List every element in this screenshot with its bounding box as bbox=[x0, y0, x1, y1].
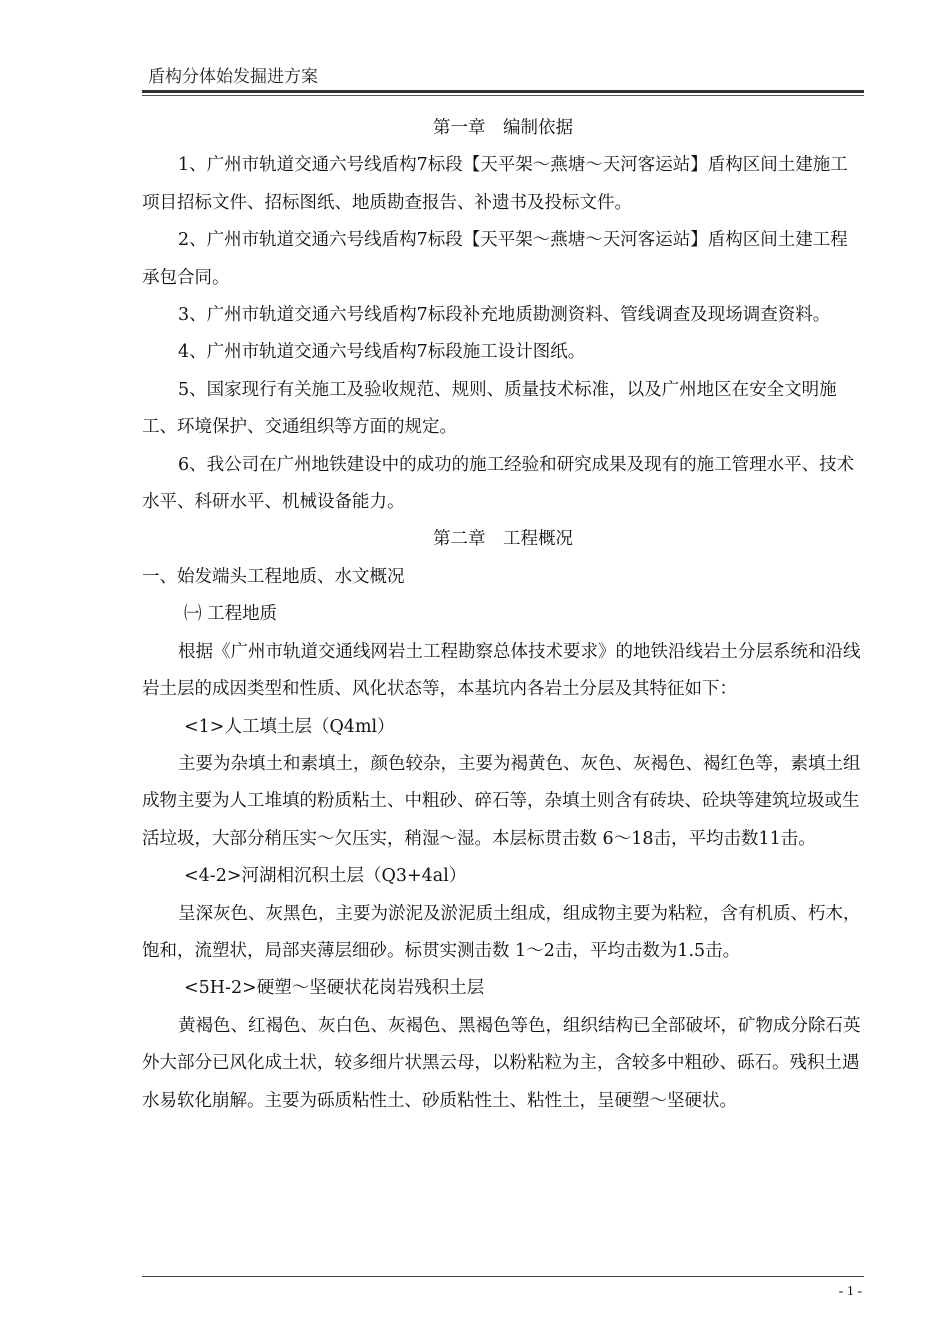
document-body bbox=[142, 110, 864, 1120]
section-1-heading: 一、始发端头工程地质、水文概况 bbox=[142, 566, 405, 587]
document-header-title: 盾构分体始发掘进方案 bbox=[148, 67, 318, 87]
layer-1-description: 主要为杂填土和素填土，颜色较杂，主要为褐黄色、灰色、灰褐色、褐红色等，素填土组成物主要为人工堆填的粉质粘土、中粗砂、碎石等，杂填土则含有砖块、砼块等建筑垃圾或生活垃圾，大部分稍压实～欠压实，稍湿～湿。本层标贯击数 6～18击，平均击数11击。 bbox=[142, 753, 861, 849]
layer-2-description: 呈深灰色、灰黑色，主要为淤泥及淤泥质土组成，组成物主要为粘粒，含有机质、朽木，饱和，流塑状，局部夹薄层细砂。标贯实测击数 1～2击，平均击数为1.5击。 bbox=[142, 903, 861, 961]
basis-item-5: 5、国家现行有关施工及验收规范、规则、质量技术标准，以及广州地区在安全文明施工、环境保护、交通组织等方面的规定。 bbox=[142, 379, 837, 438]
basis-item-2: 2、广州市轨道交通六号线盾构7标段【天平架～燕塘～天河客运站】盾构区间土建工程承包合同。 bbox=[142, 230, 848, 288]
header-rule-thick bbox=[142, 90, 864, 93]
chapter-1-title: 第一章 编制依据 bbox=[433, 118, 573, 138]
footer-rule bbox=[142, 1276, 864, 1277]
chapter-2-title: 第二章 工程概况 bbox=[433, 529, 573, 550]
subsection-geology-heading: ㈠ 工程地质 bbox=[184, 604, 278, 625]
layer-1-title: <1>人工填土层（Q4ml） bbox=[184, 716, 395, 737]
basis-item-6: 6、我公司在广州地铁建设中的成功的施工经验和研究成果及现有的施工管理水平、技术水平、科研水平、机械设备能力。 bbox=[142, 454, 855, 513]
layer-2-title: <4-2>河湖相沉积土层（Q3+4al） bbox=[184, 866, 467, 887]
basis-item-3: 3、广州市轨道交通六号线盾构7标段补充地质勘测资料、管线调查及现场调查资料。 bbox=[178, 305, 831, 326]
layer-3-title: <5H-2>硬塑～坚硬状花岗岩残积土层 bbox=[184, 978, 485, 999]
geology-intro: 根据《广州市轨道交通线网岩土工程勘察总体技术要求》的地铁沿线岩土分层系统和沿线岩土层的成因类型和性质、风化状态等，本基坑内各岩土分层及其特征如下： bbox=[142, 641, 861, 700]
basis-item-1: 1、广州市轨道交通六号线盾构7标段【天平架～燕塘～天河客运站】盾构区间土建施工项目招标文件、招标图纸、地质勘查报告、补遗书及投标文件。 bbox=[142, 155, 848, 213]
basis-item-4: 4、广州市轨道交通六号线盾构7标段施工设计图纸。 bbox=[178, 342, 586, 363]
layer-3-description: 黄褐色、红褐色、灰白色、灰褐色、黑褐色等色，组织结构已全部破坏，矿物成分除石英外大部分已风化成土状，较多细片状黑云母，以粉粘粒为主，含较多中粗砂、砾石。残积土遇水易软化崩解。主要为砾质粘性土、砂质粘性土、粘性土，呈硬塑～坚硬状。 bbox=[142, 1015, 861, 1111]
page-number: - 1 - bbox=[838, 1284, 862, 1299]
header-rule-thin bbox=[142, 95, 864, 96]
